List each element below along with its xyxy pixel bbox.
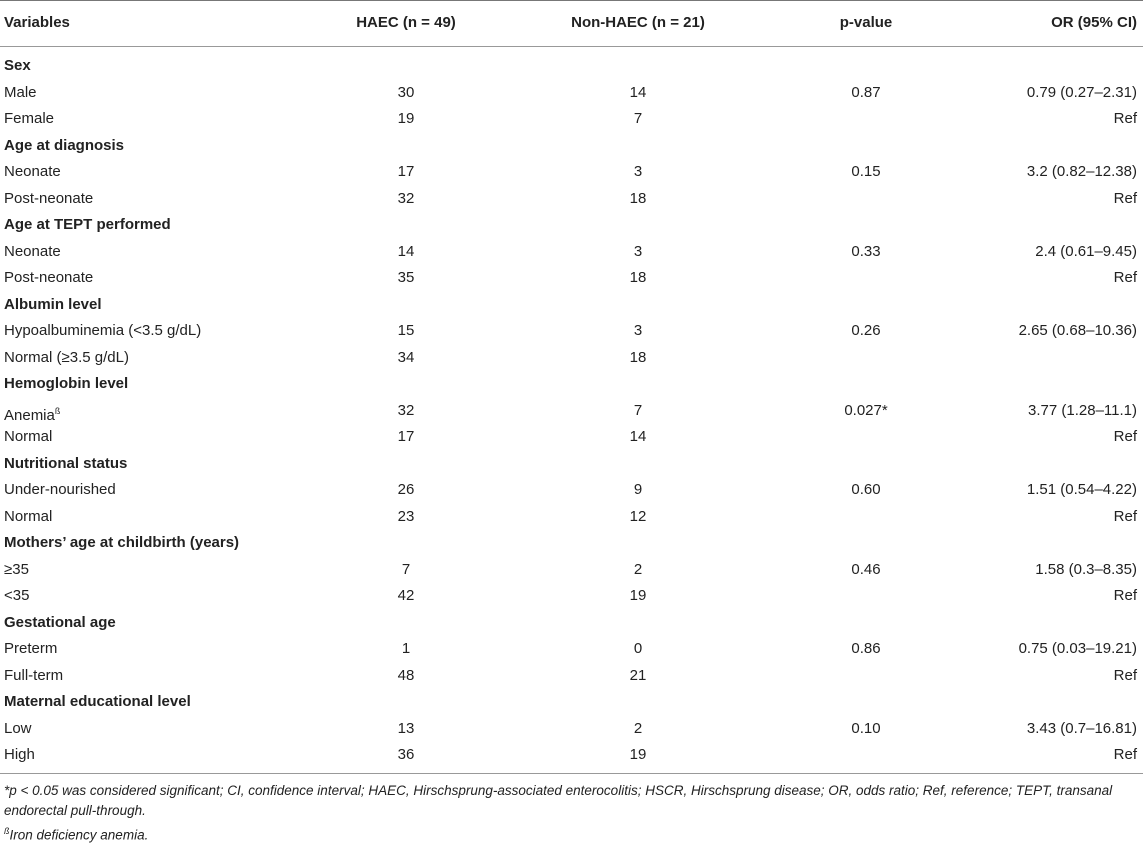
haec-count: 48 <box>397 666 415 684</box>
footnote-abbreviations-text: *p < 0.05 was considered significant; CI, confidence interval; HAEC, Hirschsprung-associated enterocolitis; HSCR, Hirschsprung disease; OR, odds ratio; Ref, reference; TEPT, transanal endorectal pull-through. <box>4 783 1113 818</box>
group-header-row <box>0 371 1143 397</box>
group-label: Albumin level <box>4 295 102 313</box>
haec-count: 30 <box>397 83 415 101</box>
table-row <box>0 663 1143 689</box>
nonhaec-count: 18 <box>629 189 647 207</box>
nonhaec-count: 3 <box>633 242 643 260</box>
group-header-row <box>0 530 1143 556</box>
odds-ratio: 0.75 (0.03–19.21) <box>1018 640 1137 657</box>
variable-label: ≥35 <box>4 560 29 578</box>
odds-ratio: 1.51 (0.54–4.22) <box>1026 481 1137 498</box>
group-header-row <box>0 212 1143 238</box>
p-value: 0.86 <box>851 640 881 657</box>
header-variables: Variables <box>4 14 70 31</box>
haec-count: 26 <box>397 481 415 498</box>
table-row <box>0 398 1143 424</box>
haec-count: 19 <box>397 110 415 127</box>
variable-label: Neonate <box>4 242 61 260</box>
variable-label: Normal <box>4 507 53 525</box>
variable-label: <35 <box>4 587 30 604</box>
p-value: 0.60 <box>851 481 881 498</box>
haec-count: 13 <box>397 719 415 737</box>
group-header-row <box>0 610 1143 636</box>
table-row <box>0 318 1143 344</box>
variable-label: Preterm <box>4 640 58 657</box>
p-value: 0.33 <box>851 242 881 260</box>
haec-count: 1 <box>401 640 411 657</box>
p-value: 0.15 <box>851 163 881 180</box>
nonhaec-count: 14 <box>629 83 647 101</box>
variable-label: Post-neonate <box>4 269 94 286</box>
haec-count: 15 <box>397 322 415 339</box>
variable-label: Female <box>4 110 55 127</box>
variable-label: Neonate <box>4 163 61 180</box>
haec-count: 34 <box>397 348 415 366</box>
nonhaec-count: 3 <box>633 322 643 339</box>
odds-ratio: Ref <box>1113 269 1137 286</box>
table-bottom-rule <box>0 773 1143 774</box>
odds-ratio: Ref <box>1113 587 1137 604</box>
nonhaec-count: 7 <box>633 110 643 127</box>
group-label: Nutritional status <box>4 454 128 472</box>
nonhaec-count: 7 <box>633 401 643 419</box>
group-header-row <box>0 292 1143 318</box>
variable-label: Under-nourished <box>4 481 116 498</box>
haec-count: 42 <box>397 587 415 604</box>
group-label: Age at TEPT performed <box>4 216 171 233</box>
p-value: 0.10 <box>851 719 881 737</box>
variable-label: Low <box>4 719 32 737</box>
header-nonhaec: Non-HAEC (n = 21) <box>571 14 705 31</box>
group-label: Mothers’ age at childbirth (years) <box>4 534 240 551</box>
p-value: 0.46 <box>851 560 881 578</box>
variable-label: Anemia <box>4 406 55 424</box>
group-header-row <box>0 133 1143 159</box>
odds-ratio: 0.79 (0.27–2.31) <box>1026 83 1137 101</box>
footnote-anemia-mark: ß <box>4 826 10 836</box>
header-pvalue: p-value <box>839 14 893 31</box>
header-haec: HAEC (n = 49) <box>356 14 456 31</box>
haec-count: 32 <box>397 189 415 207</box>
nonhaec-count: 3 <box>633 163 643 180</box>
odds-ratio: 1.58 (0.3–8.35) <box>1035 560 1137 578</box>
footnote-anemia-text: Iron deficiency anemia. <box>9 827 149 843</box>
odds-ratio: Ref <box>1113 189 1137 207</box>
haec-count: 17 <box>397 163 415 180</box>
variable-label: Hypoalbuminemia (<3.5 g/dL) <box>4 322 202 339</box>
odds-ratio: 3.2 (0.82–12.38) <box>1026 163 1137 180</box>
p-value: 0.26 <box>851 322 881 339</box>
nonhaec-count: 18 <box>629 269 647 286</box>
table-row <box>0 186 1143 212</box>
p-value: 0.87 <box>851 83 881 101</box>
variable-label: Male <box>4 83 37 101</box>
odds-ratio: Ref <box>1113 428 1137 445</box>
table-row <box>0 159 1143 185</box>
haec-count: 36 <box>397 746 415 763</box>
group-label: Sex <box>4 57 31 74</box>
table-row <box>0 424 1143 450</box>
nonhaec-count: 21 <box>629 666 647 684</box>
footnote-abbreviations <box>4 781 1140 821</box>
table-row <box>0 583 1143 609</box>
table-row <box>0 345 1143 371</box>
table-row <box>0 504 1143 530</box>
footnote-marker: ß <box>54 405 61 416</box>
table-row <box>0 716 1143 742</box>
odds-ratio: Ref <box>1113 507 1137 525</box>
header-or: OR (95% CI) <box>1051 14 1137 31</box>
nonhaec-count: 9 <box>633 481 643 498</box>
haec-count: 14 <box>397 242 415 260</box>
group-label: Maternal educational level <box>4 693 191 710</box>
nonhaec-count: 0 <box>633 640 643 657</box>
variable-label: Normal (≥3.5 g/dL) <box>4 348 129 366</box>
p-value: 0.027* <box>844 401 888 419</box>
nonhaec-count: 12 <box>629 507 647 525</box>
group-header-row <box>0 689 1143 715</box>
table-row <box>0 265 1143 291</box>
variable-label: Full-term <box>4 666 64 684</box>
nonhaec-count: 19 <box>629 587 647 604</box>
haec-count: 32 <box>397 401 415 419</box>
nonhaec-count: 2 <box>633 719 643 737</box>
variable-label: Normal <box>4 428 53 445</box>
group-label: Age at diagnosis <box>4 136 125 154</box>
table-header <box>0 10 1143 36</box>
table-row <box>0 477 1143 503</box>
odds-ratio: 2.65 (0.68–10.36) <box>1018 322 1137 339</box>
nonhaec-count: 14 <box>629 428 647 445</box>
odds-ratio: 3.77 (1.28–11.1) <box>1028 401 1137 419</box>
group-label: Hemoglobin level <box>4 375 129 392</box>
nonhaec-count: 18 <box>629 348 647 366</box>
haec-count: 35 <box>397 269 415 286</box>
haec-count: 17 <box>397 428 415 445</box>
group-header-row <box>0 53 1143 79</box>
odds-ratio: Ref <box>1113 666 1137 684</box>
nonhaec-count: 19 <box>629 746 647 763</box>
group-label: Gestational age <box>4 613 116 631</box>
variable-label: Post-neonate <box>4 189 94 207</box>
table-row <box>0 106 1143 132</box>
group-header-row <box>0 451 1143 477</box>
odds-ratio: Ref <box>1113 110 1137 127</box>
table-row <box>0 239 1143 265</box>
table-row <box>0 80 1143 106</box>
table-row <box>0 742 1143 768</box>
odds-ratio: Ref <box>1113 746 1137 763</box>
table-top-rule <box>0 0 1143 1</box>
table-row <box>0 557 1143 583</box>
haec-count: 7 <box>401 560 411 578</box>
header-rule <box>0 46 1143 47</box>
odds-ratio: 2.4 (0.61–9.45) <box>1035 242 1137 260</box>
table-row <box>0 636 1143 662</box>
variable-label: High <box>4 746 35 763</box>
nonhaec-count: 2 <box>633 560 643 578</box>
haec-count: 23 <box>397 507 415 525</box>
odds-ratio: 3.43 (0.7–16.81) <box>1026 719 1137 737</box>
